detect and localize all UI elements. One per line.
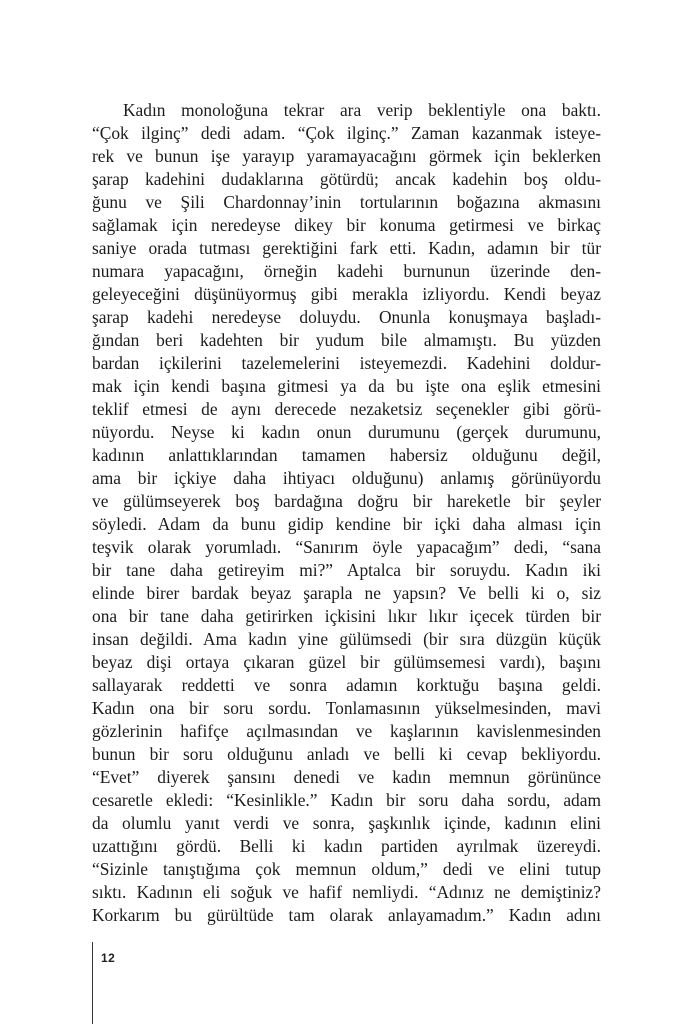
text-line: sağlamak için neredeyse dikey bir konuma getirmesi ve birkaç — [92, 215, 601, 235]
text-line: şarap kadehi neredeyse doluydu. Onunla konuşmaya başladı- — [92, 307, 601, 327]
text-line: da olumlu yanıt verdi ve sonra, şaşkınlık içinde, kadının elini — [92, 813, 601, 833]
text-line: “Evet” diyerek şansını denedi ve kadın memnun görününce — [92, 767, 601, 787]
text-line: bardan içkilerini tazelemelerini isteyemezdi. Kadehini doldur- — [92, 353, 601, 373]
text-line: cesaretle ekledi: “Kesinlikle.” Kadın bir soru daha sordu, adam — [92, 790, 601, 810]
text-line: Kadın monoloğuna tekrar ara verip beklentiyle ona baktı. — [123, 100, 601, 120]
text-line: ve gülümseyerek boş bardağına doğru bir hareketle bir şeyler — [92, 491, 601, 511]
text-line: saniye orada tutması gerektiğini fark etti. Kadın, adamın bir tür — [92, 238, 601, 258]
text-line: nüyordu. Neyse ki kadın onun durumunu (gerçek durumunu, — [92, 422, 601, 442]
text-line: rek ve bunun işe yarayıp yaramayacağını görmek için beklerken — [92, 146, 601, 166]
text-line: teklif etmesi de aynı derecede nezaketsiz seçenekler gibi görü- — [92, 399, 601, 419]
text-line: elinde birer bardak beyaz şarapla ne yapsın? Ve belli ki o, siz — [92, 583, 601, 603]
text-line: kadının anlattıklarından tamamen habersiz olduğunu değil, — [92, 445, 601, 465]
text-line: geleyeceğini düşünüyormuş gibi merakla izliyordu. Kendi beyaz — [92, 284, 601, 304]
text-line: sıktı. Kadının eli soğuk ve hafif nemliydi. “Adınız ne demiştiniz? — [92, 882, 601, 902]
text-line: insan değildi. Ama kadın yine gülümsedi (bir sıra düzgün küçük — [92, 629, 601, 649]
text-line: uzattığını gördü. Belli ki kadın partiden ayrılmak üzereydi. — [92, 836, 601, 856]
text-line: ona bir tane daha getirirken içkisini lıkır lıkır içecek türden bir — [92, 606, 601, 626]
text-line: teşvik olarak yorumladı. “Sanırım öyle yapacağım” dedi, “sana — [92, 537, 601, 557]
text-line: ğından beri kadehten bir yudum bile almamıştı. Bu yüzden — [92, 330, 601, 350]
text-line: “Çok ilginç” dedi adam. “Çok ilginç.” Zaman kazanmak isteye- — [92, 123, 601, 143]
text-line: “Sizinle tanıştığıma çok memnun oldum,” dedi ve elini tutup — [92, 859, 601, 879]
text-line: ama bir içkiye daha ihtiyacı olduğunu) anlamış görünüyordu — [92, 468, 601, 488]
text-line: sallayarak reddetti ve sonra adamın korktuğu başına geldi. — [92, 675, 601, 695]
text-line: Korkarım bu gürültüde tam olarak anlayamadım.” Kadın adını — [92, 905, 601, 925]
text-line: söyledi. Adam da bunu gidip kendine bir içki daha alması için — [92, 514, 601, 534]
body-text — [92, 99, 601, 927]
text-line: şarap kadehini dudaklarına götürdü; ancak kadehin boş oldu- — [92, 169, 601, 189]
text-line: beyaz dişi ortaya çıkaran güzel bir gülümsemesi vardı), başını — [92, 652, 601, 672]
text-line: mak için kendi başına gitmesi ya da bu işte ona eşlik etmesini — [92, 376, 601, 396]
text-line: Kadın ona bir soru sordu. Tonlamasının yükselmesinden, mavi — [92, 698, 601, 718]
text-line: bunun bir soru olduğunu anladı ve belli ki cevap bekliyordu. — [92, 744, 601, 764]
page-number: 12 — [101, 951, 116, 965]
text-line: numara yapacağını, örneğin kadehi burnunun üzerinde den- — [92, 261, 601, 281]
folio-rule — [92, 942, 93, 1024]
text-line: bir tane daha getireyim mi?” Aptalca bir soruydu. Kadın iki — [92, 560, 601, 580]
text-line: gözlerinin hafifçe açılmasından ve kaşlarının kavislenmesinden — [92, 721, 601, 741]
text-line: ğunu ve Şili Chardonnay’inin tortularının boğazına akmasını — [92, 192, 601, 212]
